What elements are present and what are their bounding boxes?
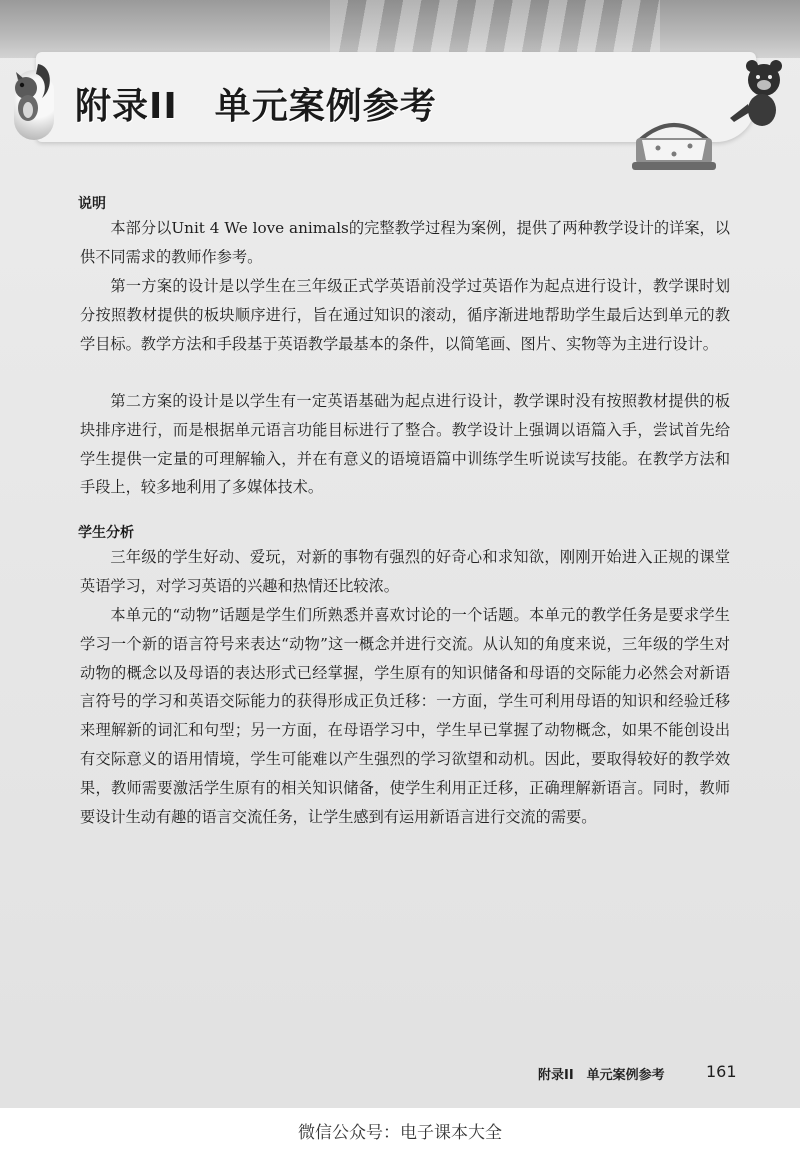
header-banner-illustration bbox=[0, 0, 800, 58]
paragraph: 本单元的“动物”话题是学生们所熟悉并喜欢讨论的一个话题。本单元的教学任务是要求学生学习一个新的语言符号来表达“动物”这一概念并进行交流。从认知的角度来说，三年级的学生对动物的概念以及母语的表达形式已经掌握，学生原有的知识储备和母语的交际能力必然会对新语言符号的学习和英语交际能力的获得形成正负迁移：一方面，学生可利用母语的知识和经验迁移来理解新的词汇和句型；另一方面，在母语学习中，学生早已掌握了动物概念，如果不能创设出有交际意义的语用情境，学生可能难以产生强烈的学习欲望和动机。因此，要取得较好的教学效果，教师需要激活学生原有的相关知识储备，使学生利用正迁移，正确理解新语言。同时，教师要设计生动有趣的语言交流任务，让学生感到有运用新语言进行交流的需要。 bbox=[80, 606, 730, 826]
paragraph: 三年级的学生好动、爱玩，对新的事物有强烈的好奇心和求知欲，刚刚开始进入正规的课堂英语学习，对学习英语的兴趣和热情还比较浓。 bbox=[80, 548, 730, 595]
squirrel-icon bbox=[8, 58, 56, 128]
page-title: 附录II 单元案例参考 bbox=[75, 86, 437, 127]
watermark-text: 微信公众号：电子课本大全 bbox=[298, 1123, 502, 1143]
section-heading-description: 说明 bbox=[78, 196, 106, 212]
paragraph: 本部分以Unit 4 We love animals的完整教学过程为案例，提供了两种教学设计的详案，以供不同需求的教师作参考。 bbox=[80, 219, 730, 266]
paragraph: 第二方案的设计是以学生有一定英语基础为起点进行设计，教学课时没有按照教材提供的板块排序进行，而是根据单元语言功能目标进行了整合。教学设计上强调以语篇入手，尝试首先给学生提供一定量的可理解输入，并在有意义的语境语篇中训练学生听说读写技能。在教学方法和手段上，较多地利用了多媒体技术。 bbox=[80, 392, 730, 497]
page-number: 161 bbox=[706, 1062, 737, 1081]
running-footer-title: 附录II 单元案例参考 bbox=[538, 1068, 665, 1083]
section-heading-student-analysis: 学生分析 bbox=[78, 525, 134, 541]
paragraph: 第一方案的设计是以学生在三年级正式学英语前没学过英语作为起点进行设计，教学课时划分按照教材提供的板块顺序进行，旨在通过知识的滚动，循序渐进地帮助学生最后达到单元的教学目标。教学方法和手段基于英语教学最基本的条件，以简笔画、图片、实物等为主进行设计。 bbox=[80, 277, 730, 353]
banner-stripes bbox=[330, 0, 660, 56]
picnic-basket-icon bbox=[628, 116, 720, 172]
